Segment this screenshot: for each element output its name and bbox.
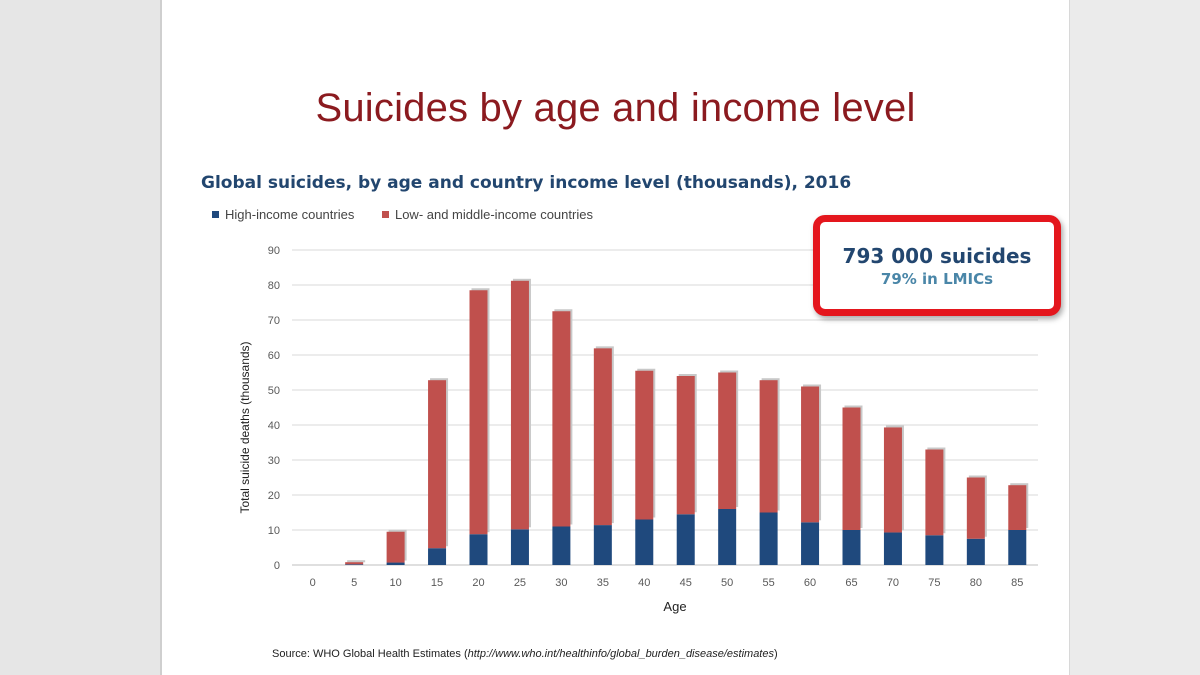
x-tick-label-50: 50 <box>721 577 734 589</box>
bar-high-income-age-5 <box>345 564 363 565</box>
legend-label-lmic: Low- and middle-income countries <box>394 207 593 222</box>
bar-high-income-age-45 <box>677 514 695 565</box>
source-note <box>272 648 778 660</box>
x-tick-label-10: 10 <box>389 577 402 589</box>
bar-lmic-age-65 <box>843 408 861 531</box>
bar-lmic-age-10 <box>387 532 405 563</box>
bar-high-income-age-20 <box>470 534 488 565</box>
y-tick-label-70: 70 <box>267 315 280 327</box>
bar-high-income-age-40 <box>635 520 653 566</box>
bar-lmic-age-55 <box>760 380 778 512</box>
bar-lmic-age-80 <box>967 478 985 539</box>
x-tick-label-45: 45 <box>679 577 692 589</box>
source-suffix: ) <box>773 648 778 660</box>
bar-high-income-age-15 <box>428 548 446 565</box>
y-tick-label-0: 0 <box>273 560 280 572</box>
bar-lmic-age-85 <box>1008 485 1026 530</box>
y-tick-label-60: 60 <box>267 350 280 362</box>
x-tick-label-15: 15 <box>430 577 444 589</box>
x-tick-label-75: 75 <box>928 577 941 589</box>
bar-shadow-5 <box>347 560 365 562</box>
x-tick-label-5: 5 <box>351 577 358 589</box>
bar-high-income-age-10 <box>387 563 405 565</box>
x-tick-label-35: 35 <box>596 577 609 589</box>
bar-high-income-age-80 <box>967 539 985 565</box>
x-tick-label-55: 55 <box>762 577 775 589</box>
y-tick-label-10: 10 <box>267 525 280 537</box>
x-tick-label-70: 70 <box>886 577 900 589</box>
bar-lmic-age-5 <box>345 562 363 564</box>
x-tick-label-0: 0 <box>309 577 316 589</box>
bar-lmic-age-70 <box>884 427 902 532</box>
y-tick-label-50: 50 <box>267 385 280 397</box>
x-tick-label-25: 25 <box>513 577 527 589</box>
legend-label-high-income: High-income countries <box>225 207 355 222</box>
bar-high-income-age-60 <box>801 522 819 565</box>
x-tick-label-60: 60 <box>803 577 817 589</box>
x-tick-label-85: 85 <box>1011 577 1024 589</box>
y-tick-label-80: 80 <box>267 280 280 292</box>
source-url: http://www.who.int/healthinfo/global_burden_disease/estimates <box>467 648 774 660</box>
x-tick-label-30: 30 <box>555 577 568 589</box>
background-right <box>1070 0 1200 675</box>
chart-title: Global suicides, by age and country income level (thousands), 2016 <box>201 173 852 193</box>
x-tick-label-20: 20 <box>472 577 485 589</box>
bar-lmic-age-75 <box>925 450 943 536</box>
callout-subline: 79% in LMICs <box>880 270 994 288</box>
x-tick-label-80: 80 <box>969 577 982 589</box>
bar-high-income-age-70 <box>884 532 902 565</box>
y-tick-label-20: 20 <box>267 490 280 502</box>
chart-plot <box>162 0 1072 640</box>
slide-title: Suicides by age and income level <box>315 86 916 130</box>
bar-lmic-age-15 <box>428 380 446 548</box>
y-tick-label-40: 40 <box>267 420 280 432</box>
bar-lmic-age-30 <box>552 311 570 526</box>
y-tick-label-30: 30 <box>267 455 280 467</box>
slide <box>160 0 1070 675</box>
bar-lmic-age-25 <box>511 281 529 530</box>
bar-high-income-age-50 <box>718 509 736 565</box>
bar-high-income-age-25 <box>511 529 529 565</box>
bar-high-income-age-35 <box>594 525 612 565</box>
bar-high-income-age-55 <box>760 513 778 566</box>
bar-lmic-age-20 <box>470 290 488 534</box>
bar-high-income-age-30 <box>552 527 570 566</box>
y-tick-label-90: 90 <box>267 245 280 257</box>
bar-lmic-age-40 <box>635 371 653 520</box>
bar-lmic-age-45 <box>677 376 695 514</box>
bar-lmic-age-50 <box>718 373 736 510</box>
x-tick-label-65: 65 <box>845 577 858 589</box>
y-axis-label: Total suicide deaths (thousands) <box>238 341 252 514</box>
bar-lmic-age-35 <box>594 348 612 525</box>
bar-high-income-age-85 <box>1008 530 1026 565</box>
bar-high-income-age-75 <box>925 535 943 565</box>
summary-callout <box>813 215 1061 316</box>
bar-high-income-age-65 <box>843 530 861 565</box>
source-prefix: Source: WHO Global Health Estimates ( <box>272 648 468 660</box>
bar-lmic-age-60 <box>801 387 819 523</box>
background-left <box>0 0 160 675</box>
x-axis-label: Age <box>663 599 687 614</box>
x-tick-label-40: 40 <box>638 577 651 589</box>
callout-headline: 793 000 suicides <box>842 244 1032 268</box>
